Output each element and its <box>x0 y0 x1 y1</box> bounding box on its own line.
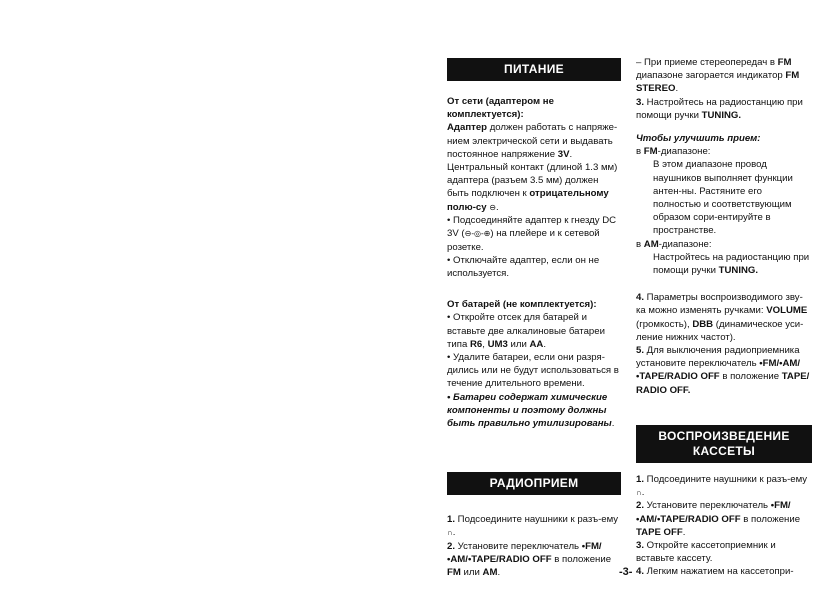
battery-bullet-insert: • Откройте отсек для батарей и вставьте две алкалиновые батареи типа R6, UM3 или AA. <box>447 312 605 350</box>
radio-header: РАДИОПРИЕМ <box>447 472 621 495</box>
cassette-header: ВОСПРОИЗВЕДЕНИЕ КАССЕТЫ <box>636 425 812 463</box>
power-header: ПИТАНИЕ <box>447 58 621 81</box>
fm-band-label: в FM-диапазоне: <box>636 146 711 158</box>
radio-step-5: 5. Для выключения радиоприемника установите переключатель •FM/•AM/ •TAPE/RADIO OFF в положение TAPE/ RADIO OFF. <box>636 345 810 396</box>
radio-step-4: 4. Параметры воспроизводимого зву-ка можно изменять ручками: VOLUME (громкость), DBB (динамическое уси-ление нижних частот). <box>636 292 808 343</box>
page-number: -3- <box>619 566 633 578</box>
radio-step-2: 2. Установите переключатель •FM/ •AM/•TAPE/RADIO OFF в положение FM или AM. <box>447 540 612 579</box>
radio-step-3: 3. Настройтесь на радиостанцию при помощи ручки TUNING. <box>636 96 803 121</box>
contact-paragraph: Центральный контакт (длиной 1.3 мм) адаптера (разъем 3.5 мм) должен быть подключен к отрицательному полю-су ⊖. <box>447 162 618 213</box>
adapter-bullet-disconnect: • Отключайте адаптер, если он не используется. <box>447 254 600 279</box>
headphones-icon: ∩ <box>447 528 453 538</box>
dc-polarity-icon: ⊖-◎-⊕ <box>464 229 491 239</box>
improve-title: Чтобы улучшить прием: <box>636 133 761 145</box>
cassette-step-3: 3. Откройте кассетоприемник и вставьте кассету. <box>636 540 776 565</box>
battery-bullet-warning: • Батареи содержат химические компоненты и поэтому должны быть правильно утилизированы. <box>447 391 615 429</box>
adapter-paragraph: Адаптер должен работать с напряже-нием электрической сети и выдавать постоянное напряжение 3V. <box>447 122 618 160</box>
battery-title: От батарей (не комплектуется): <box>447 299 597 311</box>
fm-band-text: В этом диапазоне провод наушников выполняет функции антен-ны. Растяните его полностью и соответствующим образом сори-ентируйте в пространстве. <box>653 159 793 237</box>
cassette-step-1: 1. Подсоедините наушники к разъ-ему ∩. <box>636 473 808 499</box>
radio-step-1: 1. Подсоедините наушники к разъ-ему ∩. <box>447 514 619 539</box>
cassette-step-4: 4. Легким нажатием на кассетопри- <box>636 566 794 578</box>
minus-polarity-icon: ⊖ <box>489 202 496 212</box>
stereo-note: – При приеме стереопередач в FM диапазоне загорается индикатор FM STEREO. <box>636 57 800 95</box>
headphones-icon: ∩ <box>636 488 642 498</box>
adapter-bullet-connect: • Подсоединяйте адаптер к гнезду DC 3V (⊖-◎-⊕) на плейере и к сетевой розетке. <box>447 214 617 253</box>
am-band-label: в AM-диапазоне: <box>636 238 712 250</box>
am-band-text: Настройтесь на радиостанцию при помощи ручки TUNING. <box>653 251 810 277</box>
left-column <box>447 58 621 579</box>
right-column <box>636 56 812 579</box>
cassette-step-2: 2. Установите переключатель •FM/ •AM/•TAPE/RADIO OFF в положение TAPE OFF. <box>636 500 801 538</box>
mains-title: От сети (адаптером не комплектуется): <box>447 96 554 121</box>
battery-bullet-remove: • Удалите батареи, если они разря-дились или не будут использоваться в течение длительного времени. <box>447 351 619 390</box>
